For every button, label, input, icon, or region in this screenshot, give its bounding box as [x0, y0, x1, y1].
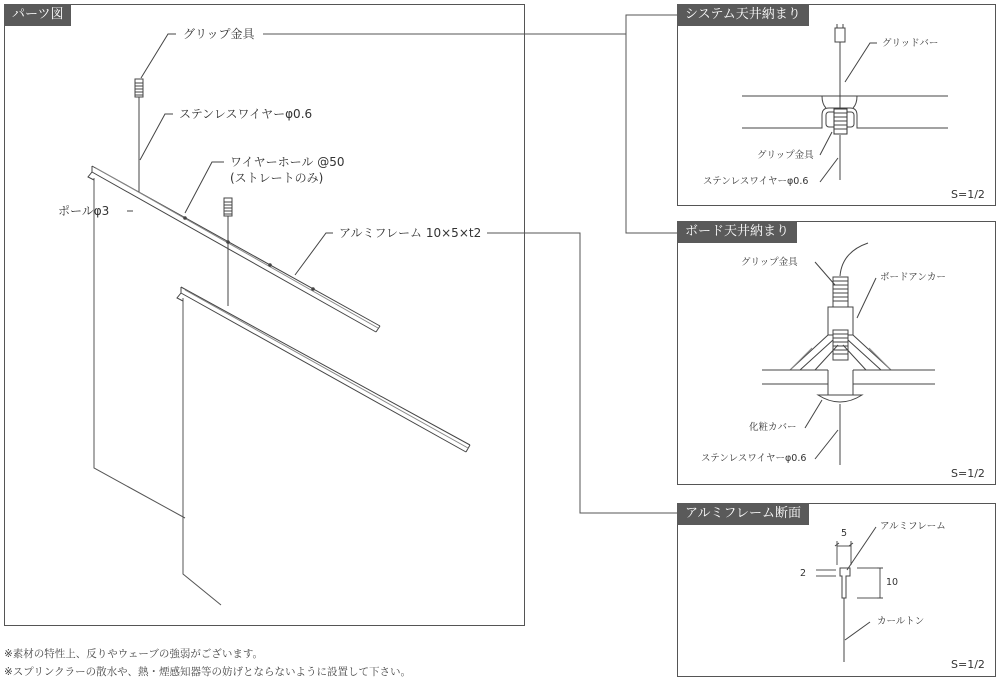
leader-wire: [140, 114, 173, 160]
leader-board-wire: [815, 430, 838, 459]
label-board-grip: グリップ金具: [741, 257, 798, 268]
connector-system-to-board: [626, 34, 677, 233]
system-ceiling-scale: S=1/2: [951, 188, 985, 201]
system-ceiling-title: システム天井納まり: [677, 4, 809, 26]
note-2: ※スプリンクラーの散水や、熱・煙感知器等の妨げとならないように設置して下さい。: [4, 666, 411, 678]
parts-panel-title: パーツ図: [4, 4, 71, 26]
frame-section-title: アルミフレーム断面: [677, 503, 809, 525]
leader-board-grip: [815, 262, 835, 285]
leader-board-anchor: [857, 278, 876, 318]
label-board-wire: ステンレスワイヤーφ0.6: [701, 453, 807, 464]
leader-frame: [295, 233, 333, 275]
leader-system-wire: [820, 158, 838, 182]
label-pole: ポールφ3: [58, 204, 110, 218]
leader-board-cover: [805, 400, 822, 428]
grip-fitting-1: [135, 79, 143, 97]
frame-section-drawing: [816, 527, 883, 662]
board-ceiling-scale: S=1/2: [951, 467, 985, 480]
label-frame: アルミフレーム 10×5×t2: [339, 226, 482, 240]
grip-fitting-2: [224, 198, 232, 216]
label-grip: グリップ金具: [183, 27, 255, 41]
leader-section-carton: [845, 622, 870, 640]
label-section-frame: アルミフレーム: [880, 521, 946, 532]
connector-grip-to-system: [263, 15, 677, 34]
top-rail: [88, 166, 380, 332]
board-ceiling-title: ボード天井納まり: [677, 221, 797, 243]
label-grid-bar: グリッドバー: [882, 38, 939, 49]
lower-rail: [177, 287, 470, 452]
label-wire: ステンレスワイヤーφ0.6: [179, 107, 313, 121]
label-section-carton: カールトン: [877, 616, 925, 627]
label-board-cover: 化粧カバー: [749, 422, 797, 433]
dim-thickness: 2: [800, 568, 807, 579]
frame-section-scale: S=1/2: [951, 658, 985, 671]
label-system-wire: ステンレスワイヤーφ0.6: [703, 176, 809, 187]
label-system-grip: グリップ金具: [757, 150, 814, 161]
label-board-anchor: ボードアンカー: [880, 272, 946, 283]
label-wire-hole: ワイヤーホール @50: [230, 155, 345, 169]
label-wire-hole-note: (ストレートのみ): [230, 171, 324, 185]
leader-system-grip: [820, 132, 832, 155]
leader-grid-bar: [845, 43, 877, 82]
leader-wire-hole: [185, 162, 224, 213]
leader-grip: [141, 34, 176, 78]
dim-height: 10: [886, 577, 899, 588]
hanging-sheet-1: [94, 178, 185, 518]
connector-frame-to-section: [487, 233, 677, 513]
hanging-sheet-2: [183, 298, 221, 605]
note-1: ※素材の特性上、反りやウェーブの強弱がございます。: [4, 648, 264, 660]
dim-width: 5: [841, 528, 848, 539]
